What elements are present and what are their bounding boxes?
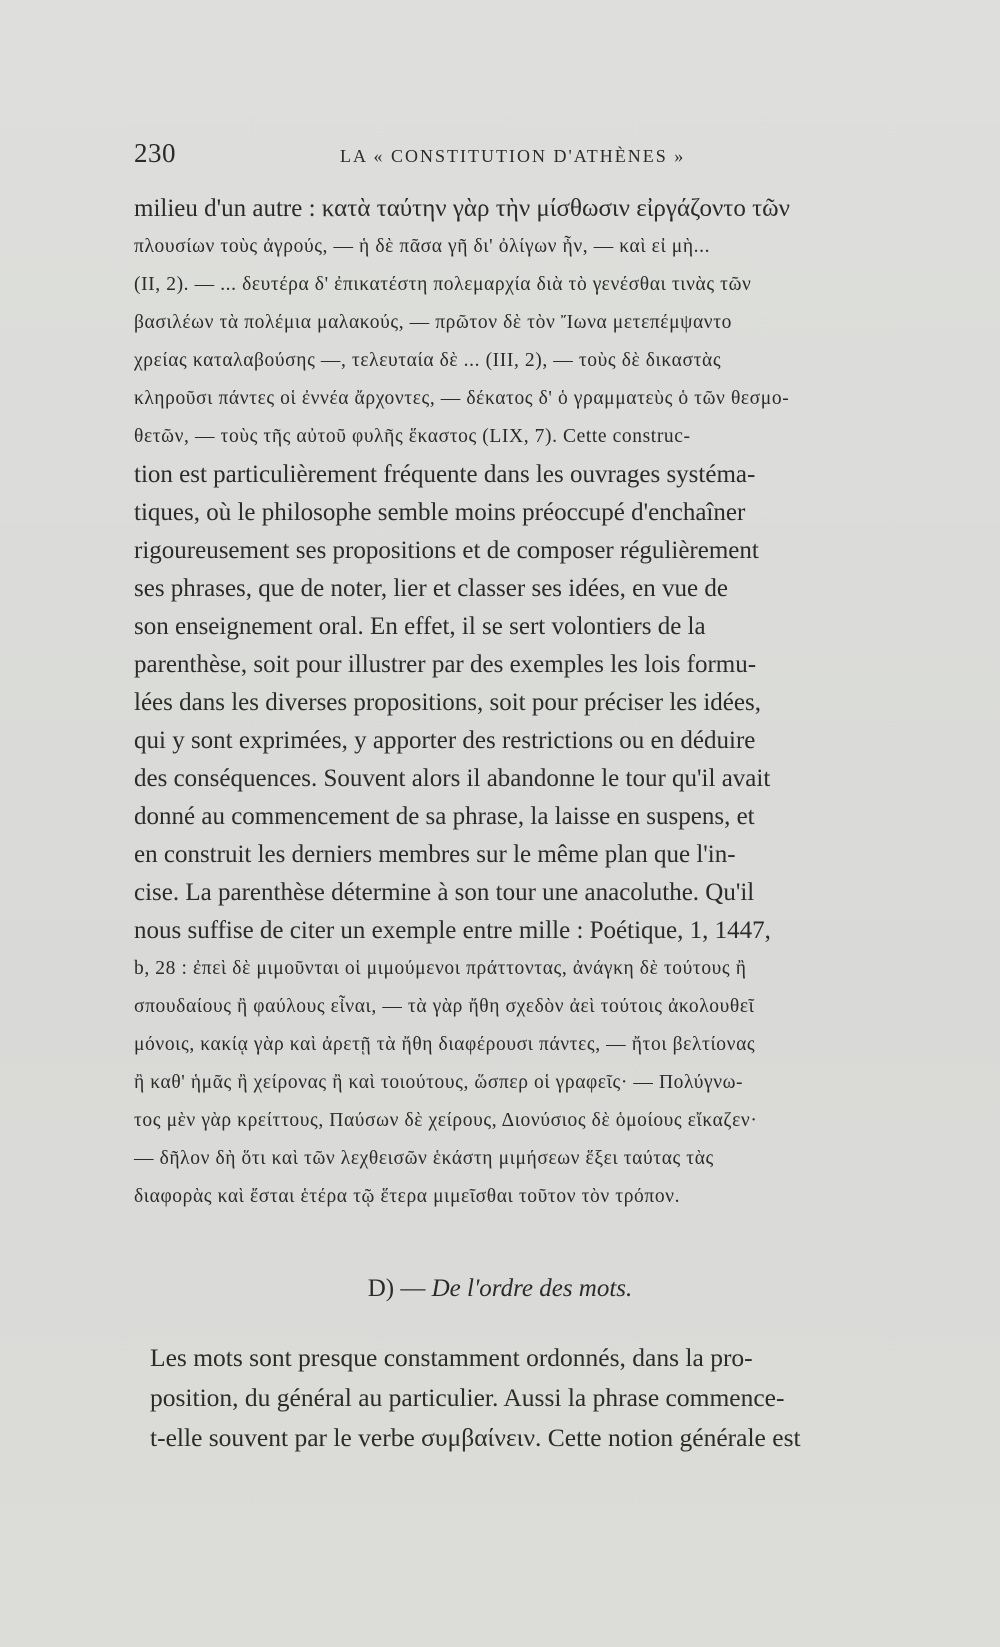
text-line: rigoureusement ses propositions et de composer régulièrement: [134, 537, 759, 564]
section-title: De l'ordre des mots.: [431, 1275, 633, 1302]
text-line: Les mots sont presque constamment ordonnés, dans la pro-: [150, 1343, 753, 1372]
page-number: 230: [134, 138, 176, 168]
text-line: son enseignement oral. En effet, il se sert volontiers de la: [134, 613, 706, 640]
text-line: πλουσίων τοὺς ἀγρούς, — ἡ δὲ πᾶσα γῆ δι' ὀλίγων ἦν, — καὶ εἰ μὴ...: [134, 236, 711, 257]
text-line: lées dans les diverses propositions, soit pour préciser les idées,: [134, 689, 761, 716]
page-header: [134, 138, 894, 178]
text-line: donné au commencement de sa phrase, la laisse en suspens, et: [134, 803, 755, 830]
text-line: — δῆλον δὴ ὅτι καὶ τῶν λεχθεισῶν ἑκάστη μιμήσεων ἕξει ταύτας τὰς: [134, 1148, 714, 1169]
main-paragraph: [134, 190, 902, 1216]
text-line: position, du général au particulier. Aussi la phrase commence-: [150, 1383, 785, 1412]
running-title: LA « CONSTITUTION D'ATHÈNES »: [340, 146, 686, 166]
text-line: χρείας καταλαβούσης —, τελευταία δὲ ... (III, 2), — τοὺς δὲ δικαστὰς: [134, 350, 722, 371]
text-line: tion est particulièrement fréquente dans les ouvrages systéma-: [134, 461, 756, 488]
section-label: D) —: [367, 1275, 426, 1302]
text-line: βασιλέων τὰ πολέμια μαλακούς, — πρῶτον δὲ τὸν Ἴωνα μετεπέμψαντο: [134, 312, 732, 333]
text-line: διαφορὰς καὶ ἔσται ἑτέρα τῷ ἕτερα μιμεῖσθαι τοῦτον τὸν τρόπον.: [134, 1186, 681, 1207]
text-line: en construit les derniers membres sur le même plan que l'in-: [134, 841, 736, 868]
text-line: ἢ καθ' ἡμᾶς ἢ χείρονας ἢ καὶ τοιούτους, ὥσπερ οἱ γραφεῖς· — Πολύγνω-: [134, 1072, 744, 1093]
text-line: θετῶν, — τοὺς τῆς αὐτοῦ φυλῆς ἕκαστος (LIX, 7). Cette construc-: [134, 426, 691, 447]
text-line: μόνοις, κακίᾳ γὰρ καὶ ἀρετῇ τὰ ἤθη διαφέρουσι πάντες, — ἤτοι βελτίονας: [134, 1034, 756, 1055]
text-line: ses phrases, que de noter, lier et classer ses idées, en vue de: [134, 575, 728, 602]
text-line: cise. La parenthèse détermine à son tour une anacoluthe. Qu'il: [134, 879, 755, 906]
section-heading: [0, 1275, 1000, 1303]
text-line: t-elle souvent par le verbe συμβαίνειν. Cette notion générale est: [150, 1423, 801, 1452]
text-line: qui y sont exprimées, y apporter des restrictions ou en déduire: [134, 727, 756, 754]
text-line: milieu d'un autre : κατὰ ταύτην γὰρ τὴν μίσθωσιν εἰργάζοντο τῶν: [134, 195, 790, 222]
text-line: tiques, où le philosophe semble moins préoccupé d'enchaîner: [134, 499, 746, 526]
text-line: κληροῦσι πάντες οἱ ἐννέα ἄρχοντες, — δέκατος δ' ὁ γραμματεὺς ὁ τῶν θεσμο-: [134, 388, 790, 409]
section-paragraph: [150, 1338, 900, 1458]
text-line: nous suffise de citer un exemple entre mille : Poétique, 1, 1447,: [134, 917, 771, 944]
text-line: τος μὲν γὰρ κρείττους, Παύσων δὲ χείρους, Διονύσιος δὲ ὁμοίους εἴκαζεν·: [134, 1110, 758, 1131]
text-line: σπουδαίους ἢ φαύλους εἶναι, — τὰ γὰρ ἤθη σχεδὸν ἀεὶ τούτοις ἀκολουθεῖ: [134, 996, 755, 1017]
text-line: (II, 2). — ... δευτέρα δ' ἐπικατέστη πολεμαρχία διὰ τὸ γενέσθαι τινὰς τῶν: [134, 274, 752, 295]
text-line: b, 28 : ἐπεὶ δὲ μιμοῦνται οἱ μιμούμενοι πράττοντας, ἀνάγκη δὲ τούτους ἢ: [134, 958, 747, 979]
text-line: parenthèse, soit pour illustrer par des exemples les lois formu-: [134, 651, 757, 678]
text-line: des conséquences. Souvent alors il abandonne le tour qu'il avait: [134, 765, 771, 792]
